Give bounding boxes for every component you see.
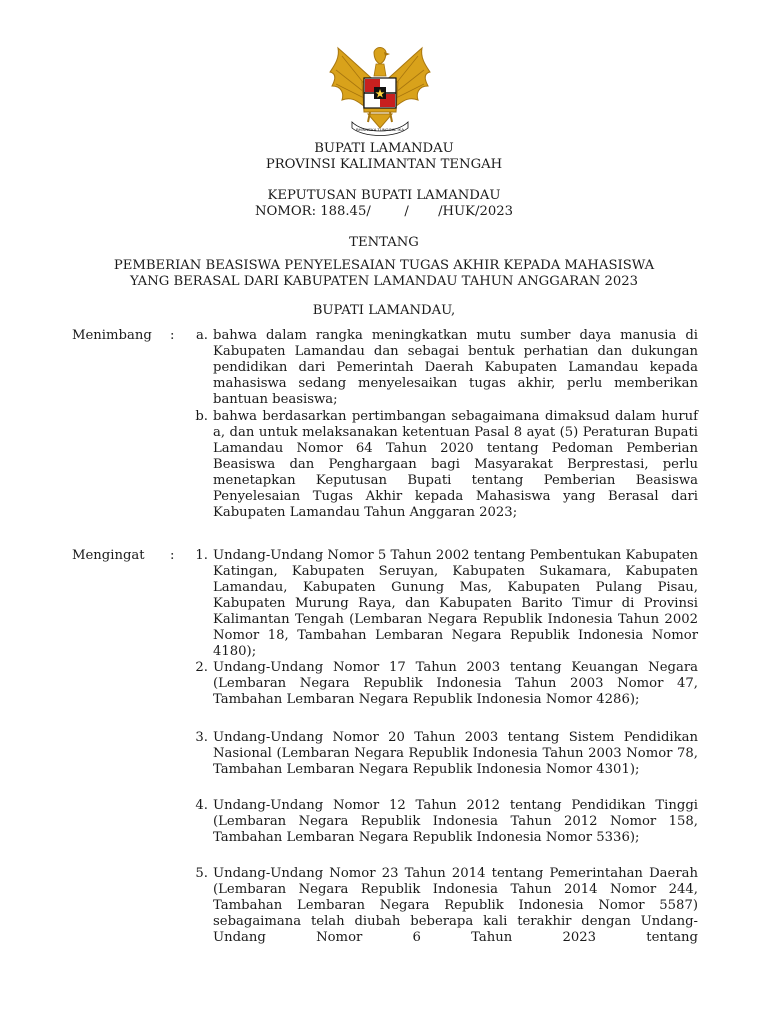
item-text: Undang-Undang Nomor 23 Tahun 2014 tentang Pemerintahan Daerah (Lembaran Negara Republik Indonesia Tahun 2014 Nomor 244, Tambahan Lembaran Negara Republik Indonesia Nomor 5587) sebagaimana telah diubah beberapa kali terakhir dengan Undang-Undang Nomor 6 Tahun 2023 tentang	[213, 866, 698, 945]
subject-line2: YANG BERASAL DARI KABUPATEN LAMANDAU TAHUN ANGGARAN 2023	[129, 274, 639, 289]
item-mark: 4.	[195, 798, 208, 813]
item-mark: 5.	[195, 866, 208, 881]
header-line2: PROVINSI KALIMANTAN TENGAH	[265, 157, 503, 172]
item-text: Undang-Undang Nomor 12 Tahun 2012 tentang Pendidikan Tinggi (Lembaran Negara Republik Indonesia Tahun 2012 Nomor 158, Tambahan Lembaran Negara Republik Indonesia Nomor 5336);	[213, 798, 698, 845]
issuer: BUPATI LAMANDAU,	[312, 303, 456, 318]
emblem-motto: BHINNEKA TUNGGAL IKA	[355, 127, 405, 132]
decree-number: NOMOR: 188.45/ / /HUK/2023	[254, 204, 514, 219]
item-text: bahwa dalam rangka meningkatkan mutu sumber daya manusia di Kabupaten Lamandau dan sebagai bentuk perhatian dan dukungan pendidikan dari Pemerintah Daerah Kabupaten Lamandau kepada mahasiswa sedang menyelesaikan tugas akhir, perlu memberikan bantuan beasiswa;	[213, 328, 698, 407]
decree-title: KEPUTUSAN BUPATI LAMANDAU	[267, 188, 501, 203]
menimbang-colon: :	[170, 328, 175, 343]
item-text: bahwa berdasarkan pertimbangan sebagaimana dimaksud dalam huruf a, dan untuk melaksanakan ketentuan Pasal 8 ayat (5) Peraturan Bupati Lamandau Nomor 64 Tahun 2020 tentang Pedoman Pemberian Beasiswa dan Penghargaan bagi Masyarakat Berprestasi, perlu menetapkan Keputusan Bupati tentang Pemberian Beasiswa Penyelesaian Tugas Akhir kepada Mahasiswa yang Berasal dari Kabupaten Lamandau Tahun Anggaran 2023;	[213, 409, 698, 520]
item-mark: b.	[195, 409, 208, 424]
item-text: Undang-Undang Nomor 5 Tahun 2002 tentang Pembentukan Kabupaten Katingan, Kabupaten Seruyan, Kabupaten Sukamara, Kabupaten Lamandau, Kabupaten Gunung Mas, Kabupaten Pulang Pisau, Kabupaten Murung Raya, dan Kabupaten Barito Timur di Provinsi Kalimantan Tengah (Lembaran Negara Republik Indonesia Tahun 2002 Nomor 18, Tambahan Lembaran Negara Republik Indonesia Nomor 4180);	[213, 548, 698, 659]
item-mark: 1.	[195, 548, 208, 563]
item-mark: a.	[195, 328, 208, 343]
item-mark: 2.	[195, 660, 208, 675]
mengingat-colon: :	[170, 548, 175, 563]
menimbang-label: Menimbang	[72, 328, 152, 343]
item-mark: 3.	[195, 730, 208, 745]
item-text: Undang-Undang Nomor 17 Tahun 2003 tentang Keuangan Negara (Lembaran Negara Republik Indonesia Tahun 2003 Nomor 47, Tambahan Lembaran Negara Republik Indonesia Nomor 4286);	[213, 660, 698, 707]
mengingat-label: Mengingat	[72, 548, 145, 563]
item-text: Undang-Undang Nomor 20 Tahun 2003 tentang Sistem Pendidikan Nasional (Lembaran Negara Republik Indonesia Tahun 2003 Nomor 78, Tambahan Lembaran Negara Republik Indonesia Nomor 4301);	[213, 730, 698, 777]
about-label: TENTANG	[349, 235, 419, 250]
header-line1: BUPATI LAMANDAU	[314, 141, 454, 156]
subject-line1: PEMBERIAN BEASISWA PENYELESAIAN TUGAS AKHIR KEPADA MAHASISWA	[113, 258, 655, 273]
garuda-emblem-icon	[324, 42, 436, 138]
